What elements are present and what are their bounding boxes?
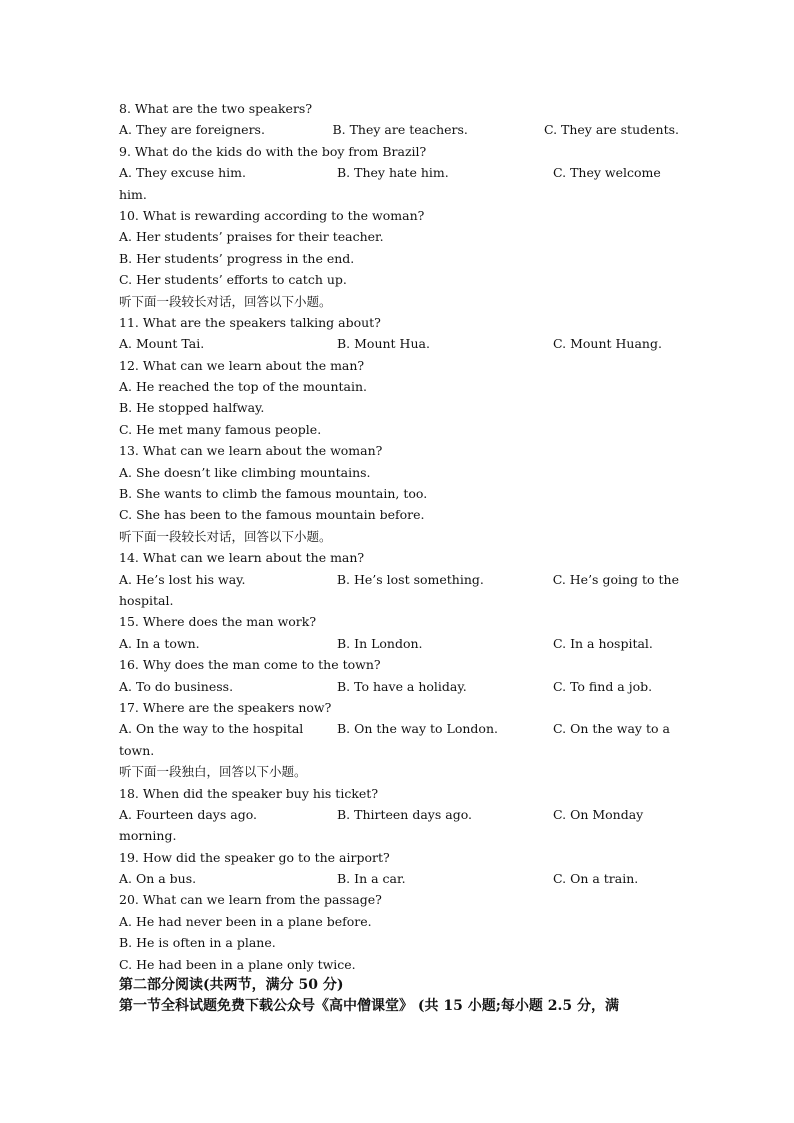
option-c: C. To find a job.: [553, 678, 653, 694]
option-c: C. He had been in a plane only twice.: [119, 956, 356, 972]
option-c-wrap: town.: [119, 742, 155, 758]
option-c-wrap: hospital.: [119, 592, 174, 608]
question-18: 18. When did the speaker buy his ticket?: [119, 785, 379, 801]
question-16: 16. Why does the man come to the town?: [119, 657, 381, 673]
option-c: C. They are students.: [543, 122, 679, 138]
option-a: A. To do business.: [119, 678, 234, 694]
option-c: C. On the way to a: [553, 721, 670, 737]
options-19: [119, 868, 679, 889]
option-c-wrap: him.: [119, 186, 147, 202]
options-16: [119, 676, 679, 697]
option-b: B. They hate him.: [337, 165, 449, 181]
question-15: 15. Where does the man work?: [119, 614, 317, 630]
instruction-long-dialogue: 听下面一段较长对话，回答以下小题。: [119, 293, 332, 309]
options-9: [119, 162, 679, 183]
option-b: B. In a car.: [337, 871, 406, 887]
option-b: B. He stopped halfway.: [119, 400, 265, 416]
option-c: C. They welcome: [553, 165, 661, 181]
option-b: B. On the way to London.: [337, 721, 498, 737]
question-17: 17. Where are the speakers now?: [119, 699, 332, 715]
option-c: C. On a train.: [553, 871, 639, 887]
option-b: B. Thirteen days ago.: [337, 806, 472, 822]
listening-questions: [119, 98, 679, 1018]
option-b: B. Mount Hua.: [337, 336, 430, 352]
question-11: 11. What are the speakers talking about?: [119, 314, 381, 330]
option-a: A. On a bus.: [119, 871, 197, 887]
option-b: B. He is often in a plane.: [119, 935, 276, 951]
option-a: A. Her students’ praises for their teacher.: [119, 229, 384, 245]
option-a: A. Fourteen days ago.: [119, 806, 257, 822]
option-a: A. They are foreigners.: [119, 122, 265, 138]
option-a: A. On the way to the hospital: [119, 721, 304, 737]
option-a: A. He reached the top of the mountain.: [119, 379, 368, 395]
question-13: 13. What can we learn about the woman?: [119, 443, 383, 459]
option-b: B. In London.: [337, 635, 423, 651]
option-a: A. She doesn’t like climbing mountains.: [119, 464, 371, 480]
option-c: C. Mount Huang.: [553, 336, 662, 352]
question-9: 9. What do the kids do with the boy from Brazil?: [119, 143, 427, 159]
options-14: [119, 569, 679, 590]
instruction-long-dialogue: 听下面一段较长对话，回答以下小题。: [119, 528, 332, 544]
option-a: A. He’s lost his way.: [119, 571, 246, 587]
option-b: B. He’s lost something.: [336, 571, 484, 587]
option-a: A. They excuse him.: [119, 165, 246, 181]
question-12: 12. What can we learn about the man?: [119, 357, 365, 373]
question-10: 10. What is rewarding according to the woman?: [119, 207, 425, 223]
option-c: C. He met many famous people.: [119, 421, 322, 437]
options-8: [119, 119, 679, 140]
option-c-wrap: morning.: [119, 828, 177, 844]
option-b: B. To have a holiday.: [337, 678, 467, 694]
option-a: A. Mount Tai.: [119, 336, 205, 352]
option-c: C. On Monday: [553, 806, 644, 822]
option-a: A. In a town.: [119, 635, 200, 651]
option-b: B. They are teachers.: [332, 122, 468, 138]
options-17: [119, 718, 679, 739]
option-c: C. Her students’ efforts to catch up.: [119, 272, 347, 288]
section-heading-section1: 第一节全科试题免费下载公众号《高中僧课堂》 (共 15 小题;每小题 2.5 分，满: [119, 998, 619, 1015]
instruction-monologue: 听下面一段独白，回答以下小题。: [119, 764, 307, 780]
question-20: 20. What can we learn from the passage?: [119, 892, 382, 908]
question-19: 19. How did the speaker go to the airport?: [119, 849, 390, 865]
options-18: [119, 804, 679, 825]
option-c: C. She has been to the famous mountain before.: [119, 507, 425, 523]
question-14: 14. What can we learn about the man?: [119, 550, 365, 566]
option-c: C. In a hospital.: [553, 635, 653, 651]
question-8: 8. What are the two speakers?: [119, 101, 313, 116]
option-c: C. He’s going to the: [552, 571, 679, 587]
option-b: B. She wants to climb the famous mountain, too.: [119, 486, 428, 502]
option-b: B. Her students’ progress in the end.: [119, 250, 355, 266]
option-a: A. He had never been in a plane before.: [119, 913, 372, 929]
options-11: [119, 333, 679, 354]
section-heading-part2: 第二部分阅读(共两节，满分 50 分): [119, 977, 344, 994]
options-15: [119, 633, 679, 654]
